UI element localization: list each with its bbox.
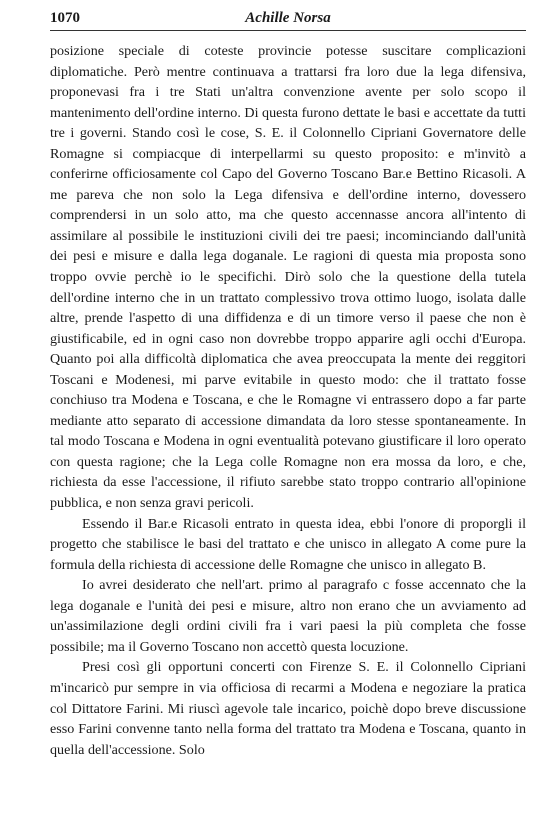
paragraph: Io avrei desiderato che nell'art. primo al paragrafo c fosse accennato che la lega doganale e l'unità dei pesi e misure, altro non erano che un avviamento ad un'assimilazione degli ordini civili fra i vari paesi la più completa che fosse possibile; ma il Governo Toscano non accettò questa locuzione. <box>50 577 526 655</box>
page-header <box>50 8 526 31</box>
paragraph: posizione speciale di coteste provincie potesse suscitare complicazioni diplomatiche. Però mentre continuava a trattarsi fra loro due la lega difensiva, proponevasi fra i tre Stati un'altra convenzione avente per solo scopo il mantenimento dell'ordine interno. Di questa furono dettate le basi e accettate da tutti tre i governi. Stando così le cose, S. E. il Colonnello Cipriani Governatore delle Romagne si compiacque di interpellarmi su questo proposito: e m'invitò a conferirne officiosamente col Capo del Governo Toscano Bar.e Bettino Ricasoli. A me pareva che non solo la Lega difensiva e dell'ordine interno, dovessero comprendersi in un solo atto, ma che questo accennasse ancora all'intento di assimilare al possibile le instituzioni civili dei tre paesi; incominciando dall'unità dei pesi e misure e dalla lega doganale. Le ragioni di questa mia proposta sono troppo ovvie perchè io le specifichi. Dirò solo che la questione della tutela dell'ordine interno che in un trattato complessivo trova ottimo luogo, isolata dalle altre, prende l'aspetto di una diffidenza e di un timore verso il paese che non è giustificabile, ed in ogni caso non dovrebbe troppo apparire agli occhi d'Europa. Quanto poi alla difficoltà diplomatica che avea preoccupata la mente dei reggitori Toscani e Modenesi, mi parve evitabile in questo modo: che il trattato fosse conchiuso tra Modena e Toscana, e che le Romagne vi entrassero dopo a far parte mediante atto separato di accessione dimandata da loro stesse spontaneamente. In tal modo Toscana e Modena in ogni eventualità potevano giustificare il loro operato con questa ragione; che la Lega colle Romagne non era mossa da loro, e che, richiesta da esse l'accessione, il rifiuto sarebbe stato troppo contrario all'opinione pubblica, e non senza gravi pericoli. <box>50 43 526 512</box>
running-head: Achille Norsa <box>245 10 331 26</box>
paragraph: Essendo il Bar.e Ricasoli entrato in questa idea, ebbi l'onore di proporgli il progetto che stabilisce le basi del trattato e che unisco in allegato A come pure la formula della richiesta di accessione delle Romagne che unisco in allegato B. <box>50 515 526 573</box>
page-number: 1070 <box>50 10 80 26</box>
body-text <box>50 41 526 760</box>
paragraph: Presi così gli opportuni concerti con Firenze S. E. il Colonnello Cipriani m'incaricò pur sempre in via officiosa di recarmi a Modena e negoziare la pratica col Dittatore Farini. Mi riuscì agevole tale incarico, poichè dopo breve discussione esso Farini convenne tanto nella forma del trattato tra Modena e Toscana, quanto in quella dell'accessione. Solo <box>50 659 526 758</box>
